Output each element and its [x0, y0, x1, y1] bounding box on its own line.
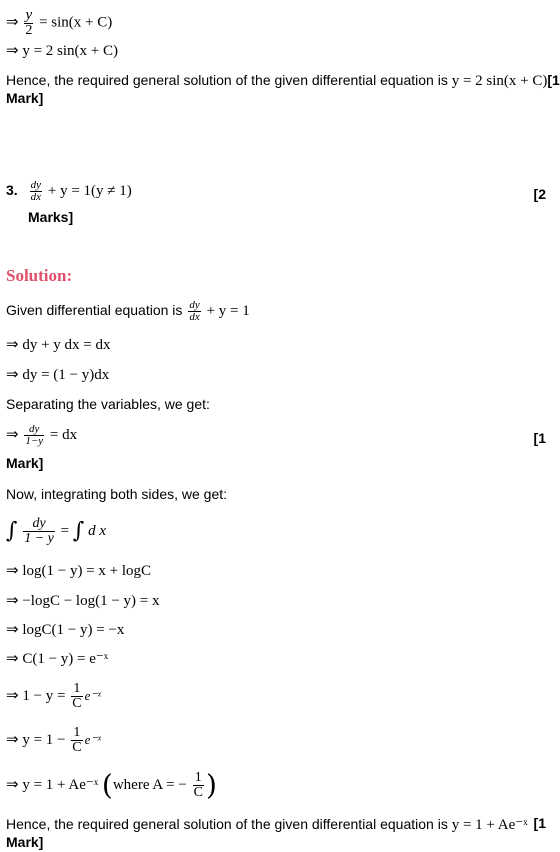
conclusion-1: [6, 71, 560, 90]
step-exp: ⇒ C(1 − y) = e⁻ˣ: [6, 651, 109, 667]
step-y-over-2: [6, 8, 112, 38]
step-logC: ⇒ logC(1 − y) = −x: [6, 622, 125, 638]
conclusion-math: y = 1 + Ae⁻ˣ: [451, 817, 528, 833]
integrating-text: Now, integrating both sides, we get:: [6, 486, 228, 502]
question-3: [6, 180, 132, 203]
equation-rhs: = sin(x + C): [39, 14, 113, 31]
fraction-dy-over-1-minus-y: $\frac{dy}{1-y}$: [25, 423, 44, 447]
integral-sign: ∫: [6, 518, 18, 544]
step-neg-log: ⇒ −logC − log(1 − y) = x: [6, 593, 160, 609]
question-marks: [2: [533, 186, 546, 202]
step-1-minus-y: ⇒ 1 − y = $\frac{1}{C}$ e⁻ˣ: [6, 681, 101, 712]
solution-heading: Solution:: [6, 266, 73, 285]
integral-equation: ∫ $\frac{dy}{1 - y}$ = ∫ d x: [6, 516, 106, 547]
step-y-solution: ⇒ y = 1 − $\frac{1}{C}$ e⁻ˣ: [6, 725, 101, 756]
mark-label-cont: Mark]: [6, 90, 44, 106]
fraction-denominator: 2: [25, 23, 33, 38]
step-y-equals: ⇒ y = 2 sin(x + C): [6, 43, 118, 59]
fraction-1-over-C: $\frac{1}{C}$: [193, 770, 203, 801]
step-final-form: ⇒ y = 1 + Ae⁻ˣ (where A = − $\frac{1}{C}$ ): [6, 768, 217, 802]
mark-label-cont: Mark]: [6, 834, 44, 850]
fraction-dy-dx: [30, 180, 42, 203]
fraction-1-over-C: $\frac{1}{C}$: [72, 725, 82, 756]
mark-label: [1: [533, 430, 546, 446]
fraction-y-over-2: [24, 8, 33, 38]
mark-label: [1: [533, 815, 546, 831]
conclusion-2: [6, 815, 528, 834]
fraction-dy-over-1-minus-y: $\frac{dy}{1 - y}$: [24, 516, 54, 547]
separating-text: Separating the variables, we get:: [6, 396, 210, 412]
given-equation: [6, 300, 250, 323]
conclusion-text: Hence, the required general solution of the given differential equation is: [6, 72, 448, 88]
step-1: ⇒ dy + y dx = dx: [6, 337, 111, 353]
question-expression: + y = 1(y ≠ 1): [47, 183, 132, 200]
step-2: ⇒ dy = (1 − y)dx: [6, 367, 110, 383]
fraction-numerator: y: [25, 7, 33, 23]
mark-label-cont: Mark]: [6, 455, 44, 471]
integral-sign: ∫: [72, 518, 85, 544]
mark-label: [1: [547, 72, 560, 88]
fraction-numerator: dy: [30, 179, 41, 191]
step-log: ⇒ log(1 − y) = x + logC: [6, 563, 152, 579]
fraction-denominator: dx: [30, 191, 41, 203]
given-text: Given differential equation is: [6, 302, 183, 319]
question-number: 3.: [6, 182, 18, 199]
step-separated: ⇒ $\frac{dy}{1-y}$ = dx: [6, 423, 78, 447]
fraction-dy-dx: $\frac{dy}{dx}$: [189, 299, 200, 323]
conclusion-text: Hence, the required general solution of the given differential equation is: [6, 816, 448, 832]
fraction-1-over-C: $\frac{1}{C}$: [72, 681, 82, 712]
conclusion-math: y = 2 sin(x + C): [451, 73, 548, 89]
question-marks-cont: Marks]: [28, 209, 74, 225]
given-rhs: + y = 1: [206, 303, 250, 320]
implies-arrow: ⇒: [6, 14, 19, 31]
